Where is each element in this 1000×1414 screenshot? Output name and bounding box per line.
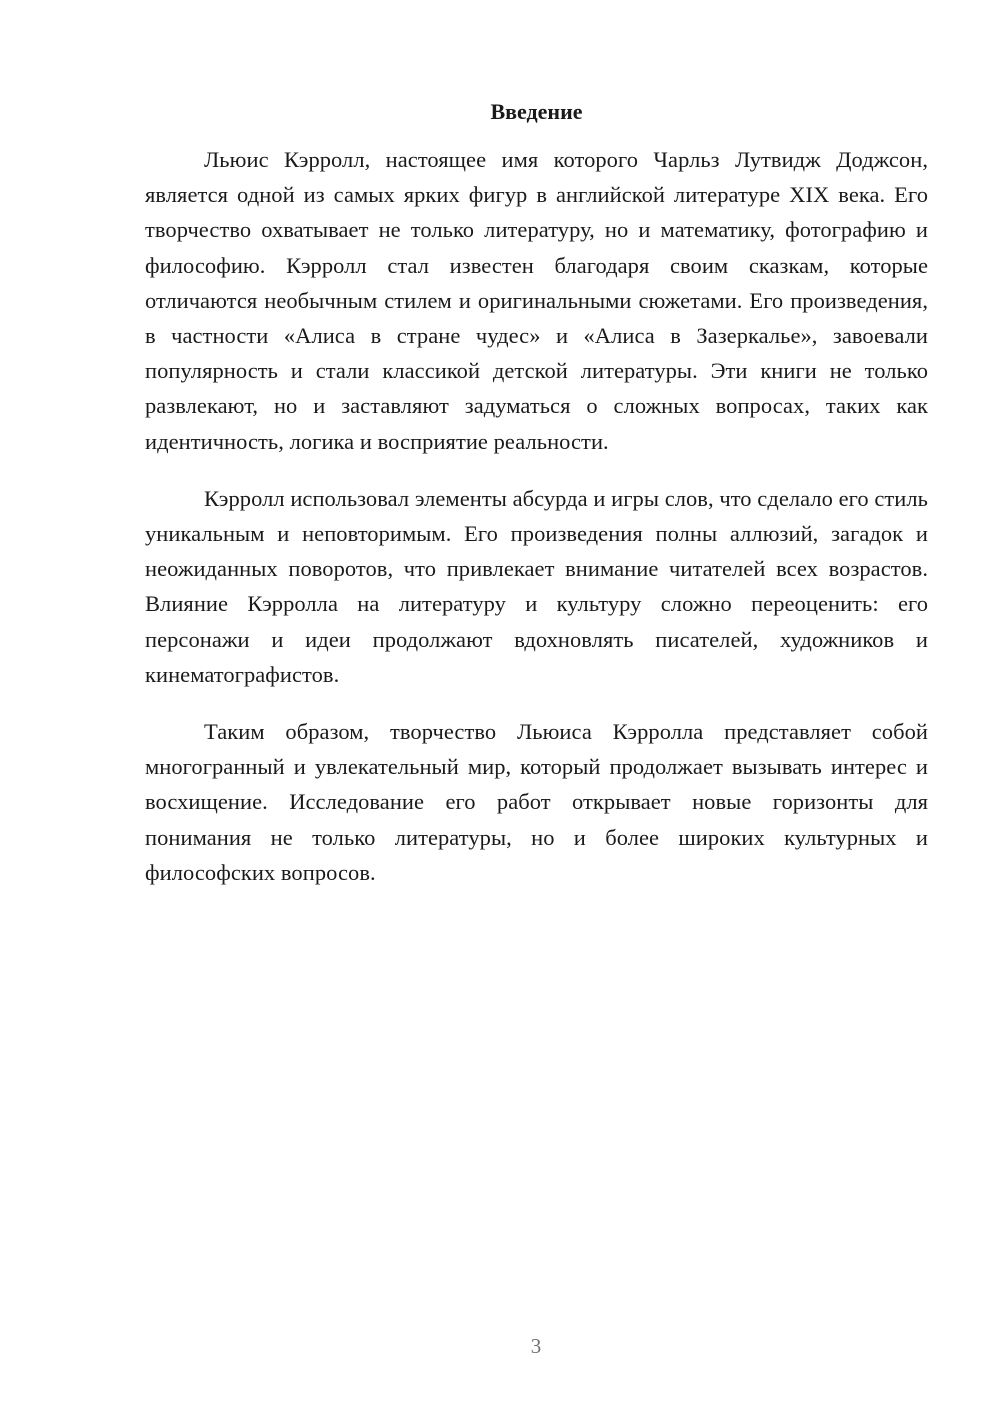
section-title: Введение [490, 99, 583, 124]
page-content [145, 96, 928, 912]
paragraph-2: Кэрролл использовал элементы абсурда и игры слов, что сделало его стиль уникальным и неповторимым. Его произведения полны аллюзий, загадок и неожиданных поворотов, что привлекает внимание читателей всех возрастов. Влияние Кэрролла на литературу и культуру сложно переоценить: его персонажи и идеи продолжают вдохновлять писателей, художников и кинематографистов. [145, 485, 928, 687]
page-number: 3 [530, 1334, 542, 1358]
paragraph-3: Таким образом, творчество Льюиса Кэрролла представляет собой многогранный и увлекательный мир, который продолжает вызывать интерес и восхищение. Исследование его работ открывает новые горизонты для понимания не только литературы, но и более широких культурных и философских вопросов. [145, 719, 928, 885]
paragraph-1: Льюис Кэрролл, настоящее имя которого Чарльз Лутвидж Доджсон, является одной из самых ярких фигур в английской литературе XIX века. Его творчество охватывает не только литературу, но и математику, фотографию и философию. Кэрролл стал известен благодаря своим сказкам, которые отличаются необычным стилем и оригинальными сюжетами. Его произведения, в частности «Алиса в стране чудес» и «Алиса в Зазеркалье», завоевали популярность и стали классикой детской литературы. Эти книги не только развлекают, но и заставляют задуматься о сложных вопросах, таких как идентичность, логика и восприятие реальности. [145, 147, 928, 454]
